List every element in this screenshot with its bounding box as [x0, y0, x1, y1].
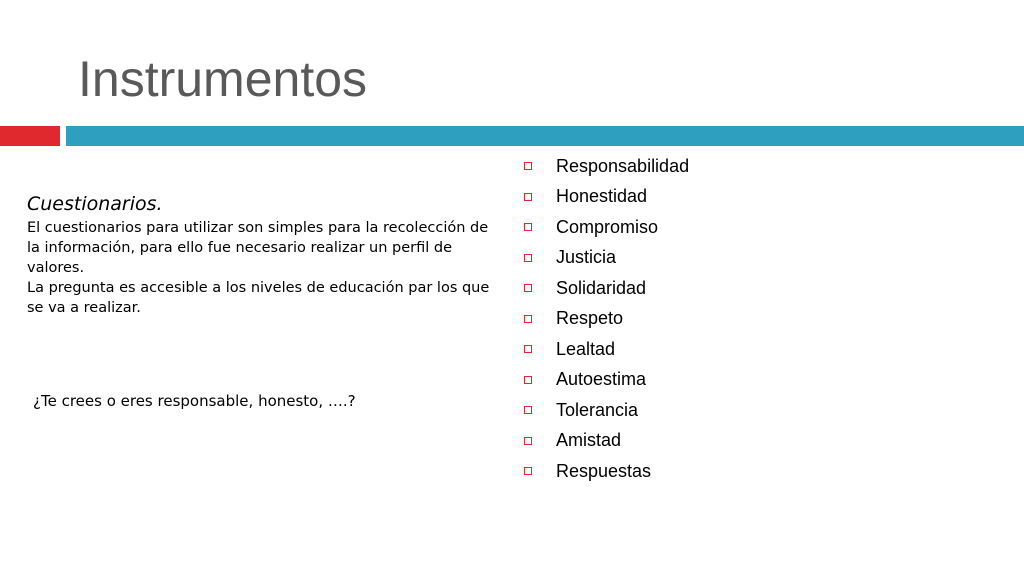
list-item [524, 212, 689, 243]
list-item-label: Lealtad [556, 338, 616, 359]
description-paragraph-2: La pregunta es accesible a los niveles de educación par los que se va a realizar. [27, 280, 490, 316]
list-item [524, 456, 689, 487]
list-item-label: Respuestas [556, 460, 652, 481]
list-item [524, 426, 689, 457]
list-item [524, 182, 689, 213]
list-item [524, 273, 689, 304]
list-item-label: Justicia [556, 247, 617, 268]
accent-bar-red [0, 126, 60, 146]
list-item-label: Tolerancia [556, 399, 639, 420]
square-bullet-icon [524, 223, 532, 231]
square-bullet-icon [524, 162, 532, 170]
list-item-label: Respeto [556, 308, 624, 329]
square-bullet-icon [524, 467, 532, 475]
list-item-label: Solidaridad [556, 277, 647, 298]
list-item [524, 243, 689, 274]
list-item [524, 334, 689, 365]
list-item [524, 365, 689, 396]
square-bullet-icon [524, 345, 532, 353]
square-bullet-icon [524, 406, 532, 414]
values-list [524, 151, 689, 487]
list-item-label: Amistad [556, 430, 622, 451]
list-item-label: Responsabilidad [556, 155, 690, 176]
sample-question: ¿Te crees o eres responsable, honesto, ….? [33, 392, 356, 410]
square-bullet-icon [524, 193, 532, 201]
square-bullet-icon [524, 315, 532, 323]
list-item [524, 395, 689, 426]
section-heading: Cuestionarios. [27, 193, 163, 215]
list-item-label: Compromiso [556, 216, 659, 237]
list-item [524, 304, 689, 335]
description-paragraph-1: El cuestionarios para utilizar son simples para la recolección de la información, para ello fue necesario realizar un perfil de valores. [27, 220, 489, 276]
square-bullet-icon [524, 254, 532, 262]
list-item-label: Autoestima [556, 369, 647, 390]
list-item [524, 151, 689, 182]
slide-title: Instrumentos [78, 51, 368, 107]
list-item-label: Honestidad [556, 186, 648, 207]
description-block [27, 192, 497, 318]
square-bullet-icon [524, 437, 532, 445]
square-bullet-icon [524, 284, 532, 292]
accent-bar-blue [66, 126, 1024, 146]
square-bullet-icon [524, 376, 532, 384]
